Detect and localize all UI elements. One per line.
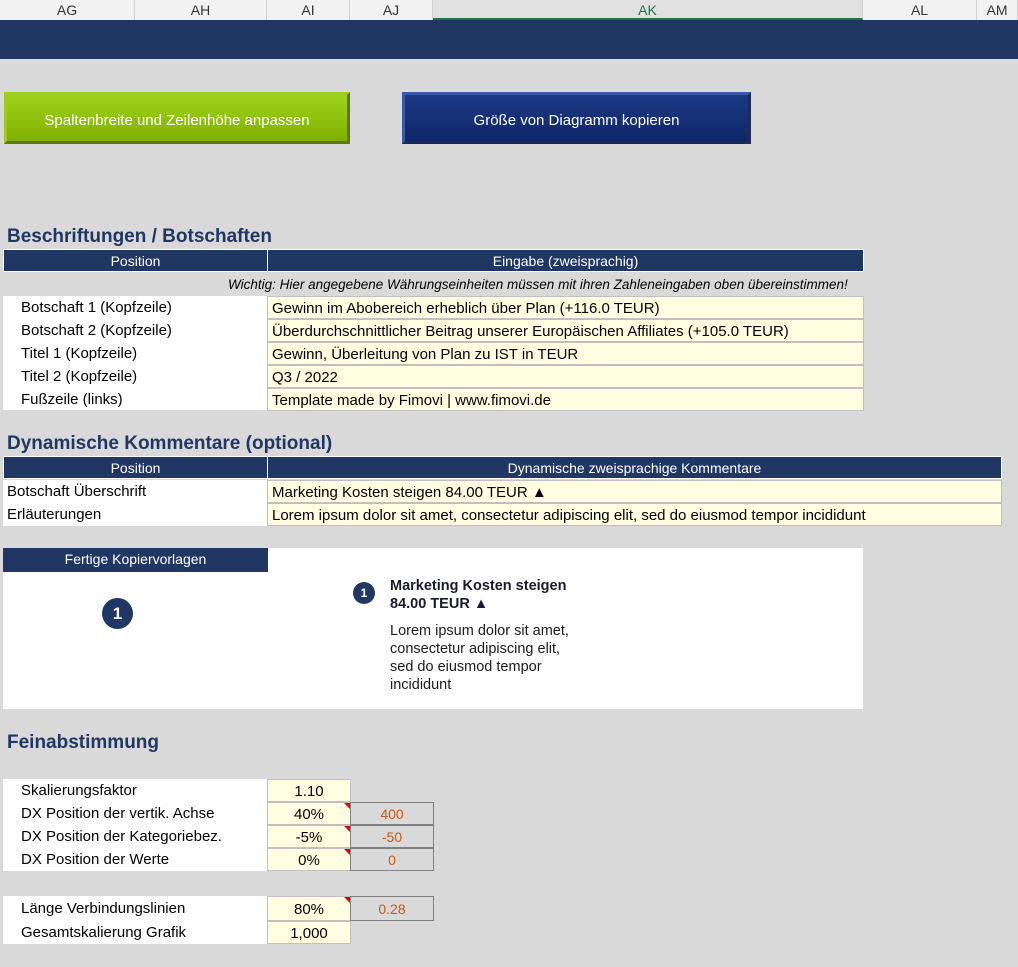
- calc-dx-axis: 400: [350, 802, 434, 825]
- tuning-section-title: Feinabstimmung: [7, 732, 160, 753]
- copy-templates-header: Fertige Kopiervorlagen: [3, 548, 268, 572]
- input-dx-values[interactable]: [267, 848, 351, 871]
- label-botschaft-2: Botschaft 2 (Kopfzeile): [21, 322, 172, 339]
- calc-dx-values: 0: [350, 848, 434, 871]
- label-scale-factor: Skalierungsfaktor: [21, 782, 137, 799]
- column-header-am[interactable]: AM: [977, 0, 1018, 20]
- label-erlaeuterungen: Erläuterungen: [7, 506, 102, 523]
- input-botschaft-2[interactable]: Überdurchschnittlicher Beitrag unserer Europäischen Affiliates (+105.0 TEUR): [267, 319, 864, 342]
- input-dx-axis[interactable]: [267, 802, 351, 825]
- comment-preview-body[interactable]: [390, 622, 569, 694]
- column-header-ak[interactable]: AK: [433, 0, 863, 20]
- label-titel-1: Titel 1 (Kopfzeile): [21, 345, 138, 362]
- comment-preview-title[interactable]: [390, 577, 566, 613]
- input-line-length[interactable]: [267, 896, 351, 921]
- calc-line-length: 0.28: [350, 896, 434, 921]
- labels-col-position: Position: [3, 249, 268, 272]
- input-titel-1[interactable]: Gewinn, Überleitung von Plan zu IST in TEUR: [267, 342, 864, 365]
- adjust-size-button[interactable]: Spaltenbreite und Zeilenhöhe anpassen: [4, 92, 350, 144]
- label-line-length: Länge Verbindungslinien: [21, 900, 186, 917]
- column-header-ag[interactable]: AG: [0, 0, 135, 20]
- labels-section-title: Beschriftungen / Botschaften: [7, 226, 272, 247]
- label-dx-axis: DX Position der vertik. Achse: [21, 805, 215, 822]
- input-total-scale[interactable]: 1,000: [267, 921, 351, 944]
- comment-preview-title-line1: Marketing Kosten steigen: [390, 578, 567, 594]
- input-titel-2[interactable]: Q3 / 2022: [267, 365, 864, 388]
- label-dx-category: DX Position der Kategoriebez.: [21, 828, 222, 845]
- comment-body-line: sed do eiusmod tempor: [390, 659, 542, 675]
- number-badge-large[interactable]: 1: [102, 598, 133, 629]
- input-dx-values-value: 0%: [298, 852, 320, 869]
- input-scale-factor[interactable]: 1.10: [267, 779, 351, 802]
- label-titel-2: Titel 2 (Kopfzeile): [21, 368, 138, 385]
- comment-body-line: Lorem ipsum dolor sit amet,: [390, 623, 569, 639]
- input-comment-headline[interactable]: Marketing Kosten steigen 84.00 TEUR ▲: [267, 480, 1002, 503]
- column-header-bar: [0, 0, 1018, 21]
- label-fusszeile: Fußzeile (links): [21, 391, 123, 408]
- labels-col-input: Eingabe (zweisprachig): [267, 249, 864, 272]
- currency-note: Wichtig: Hier angegebene Währungseinheiten müssen mit ihren Zahleneingaben oben übereinstimmen!: [228, 277, 848, 292]
- comments-col-comments: Dynamische zweisprachige Kommentare: [267, 456, 1002, 479]
- input-dx-axis-value: 40%: [293, 806, 325, 823]
- input-dx-category[interactable]: [267, 825, 351, 848]
- input-line-length-value: 80%: [293, 901, 325, 918]
- header-banner: [0, 20, 1018, 59]
- label-dx-values: DX Position der Werte: [21, 851, 170, 868]
- column-header-ai[interactable]: AI: [267, 0, 350, 20]
- input-botschaft-1[interactable]: Gewinn im Abobereich erheblich über Plan (+116.0 TEUR): [267, 296, 864, 319]
- comments-col-position: Position: [3, 456, 268, 479]
- label-botschaft-ueberschrift: Botschaft Überschrift: [7, 483, 147, 500]
- input-dx-category-value: -5%: [295, 829, 323, 846]
- column-header-aj[interactable]: AJ: [350, 0, 433, 20]
- calc-dx-category: -50: [350, 825, 434, 848]
- comment-body-line: incididunt: [390, 677, 452, 693]
- column-header-al[interactable]: AL: [863, 0, 977, 20]
- comment-preview-title-line2: 84.00 TEUR ▲: [390, 596, 489, 612]
- copy-chart-size-button[interactable]: Größe von Diagramm kopieren: [402, 92, 751, 144]
- input-fusszeile[interactable]: Template made by Fimovi | www.fimovi.de: [267, 388, 864, 411]
- comment-body-line: consectetur adipiscing elit,: [390, 641, 561, 657]
- column-header-ah[interactable]: AH: [135, 0, 267, 20]
- input-comment-explanation[interactable]: Lorem ipsum dolor sit amet, consectetur adipiscing elit, sed do eiusmod tempor incididunt: [267, 503, 1002, 526]
- comments-section-title: Dynamische Kommentare (optional): [7, 433, 333, 454]
- label-total-scale: Gesamtskalierung Grafik: [21, 924, 187, 941]
- number-badge-small[interactable]: 1: [353, 582, 375, 604]
- label-botschaft-1: Botschaft 1 (Kopfzeile): [21, 299, 172, 316]
